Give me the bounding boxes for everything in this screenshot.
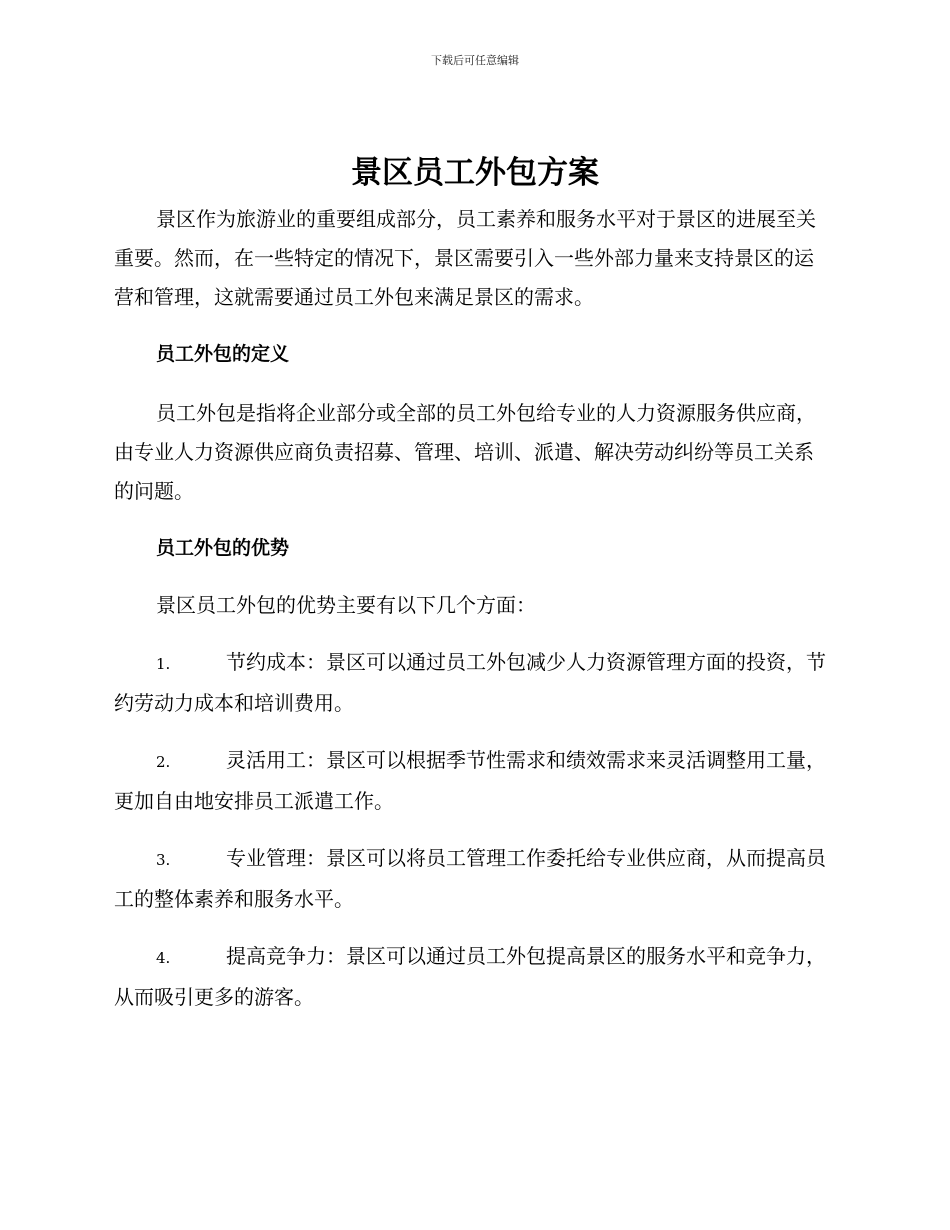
list-item-text: 灵活用工：景区可以根据季节性需求和绩效需求来灵活调整用工量，更加自由地安排员工派遣工作。: [114, 748, 826, 813]
list-item-number: 4.: [156, 949, 171, 967]
list-item-number: 2.: [156, 753, 171, 771]
list-item: [114, 643, 832, 723]
intro-paragraph: 景区作为旅游业的重要组成部分，员工素养和服务水平对于景区的进展至关重要。然而，在一些特定的情况下，景区需要引入一些外部力量来支持景区的运营和管理，这就需要通过员工外包来满足景区的需求。: [114, 207, 816, 309]
list-item-text: 节约成本：景区可以通过员工外包减少人力资源管理方面的投资，节约劳动力成本和培训费用。: [114, 650, 826, 715]
section-heading-definition: 员工外包的定义: [156, 343, 290, 365]
advantages-intro: 景区员工外包的优势主要有以下几个方面：: [156, 593, 536, 617]
list-item-text: 提高竞争力：景区可以通过员工外包提高景区的服务水平和竞争力，从而吸引更多的游客。: [114, 944, 826, 1009]
section-heading-advantages: 员工外包的优势: [156, 537, 290, 559]
document-body: [114, 200, 832, 1017]
list-item-text: 专业管理：景区可以将员工管理工作委托给专业供应商，从而提高员工的整体素养和服务水平。: [114, 846, 826, 911]
page-header: 下载后可任意编辑: [431, 54, 519, 67]
list-item-number: 1.: [156, 655, 171, 673]
list-item: [114, 741, 832, 821]
list-item: [114, 839, 832, 919]
list-item: [114, 937, 832, 1017]
document-title: 景区员工外包方案: [351, 155, 599, 191]
list-item-number: 3.: [156, 851, 171, 869]
definition-paragraph: 员工外包是指将企业部分或全部的员工外包给专业的人力资源服务供应商，由专业人力资源供应商负责招募、管理、培训、派遣、解决劳动纠纷等员工关系的问题。: [114, 401, 816, 503]
